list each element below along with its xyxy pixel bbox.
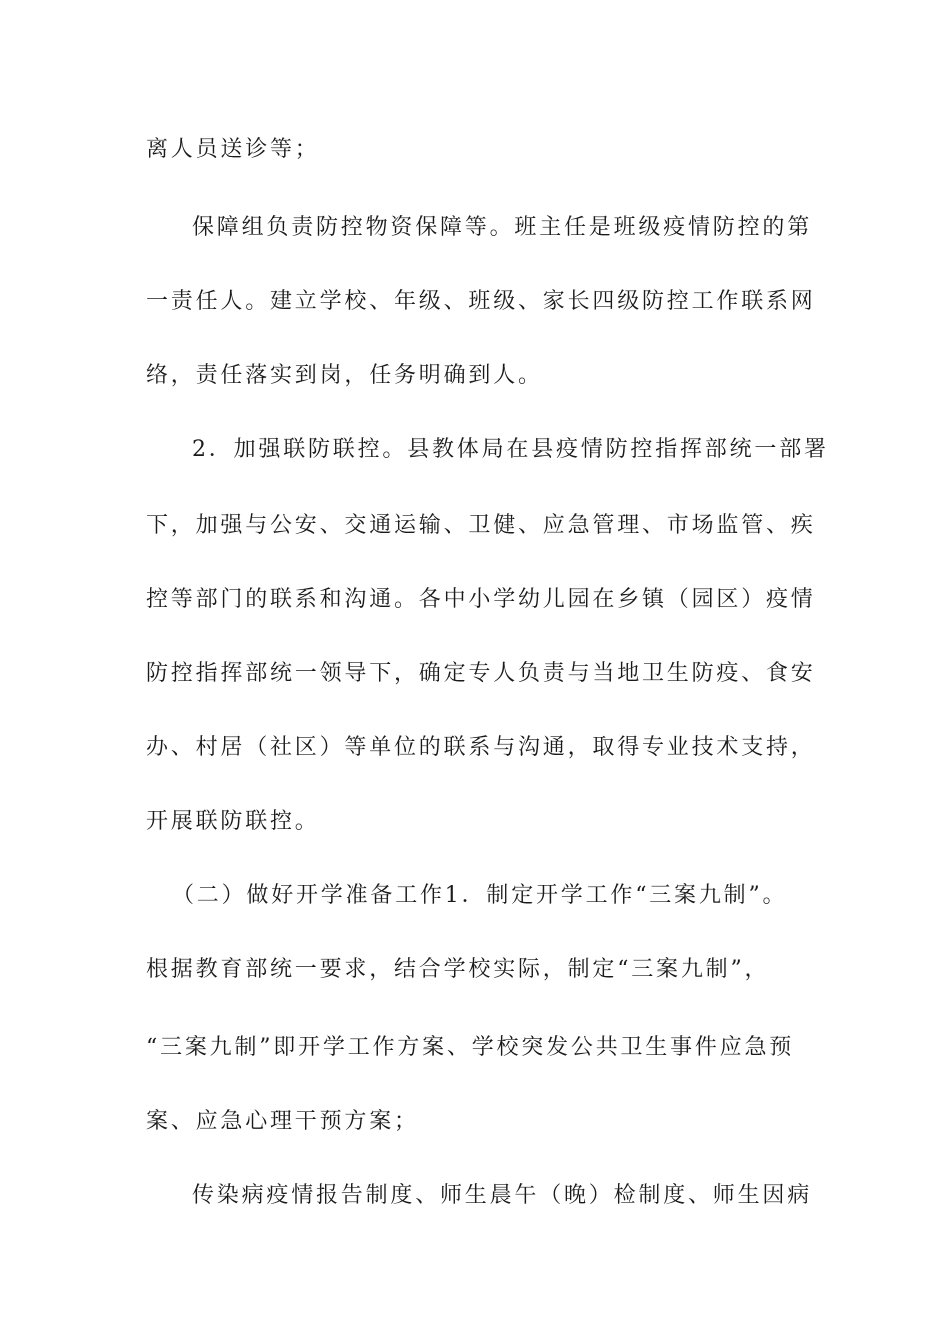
text-line-13: “三案九制”即开学工作方案、学校突发公共卫生事件应急预 <box>146 1035 795 1060</box>
text-line-9: 办、村居（社区）等单位的联系与沟通，取得专业技术支持， <box>146 735 816 760</box>
text-line-10: 开展联防联控。 <box>146 809 320 834</box>
text-line-1: 离人员送诊等； <box>146 137 320 162</box>
text-line-6: 下，加强与公安、交通运输、卫健、应急管理、市场监管、疾 <box>146 513 816 538</box>
text-line-4: 络，责任落实到岗，任务明确到人。 <box>146 363 543 388</box>
text-line-8: 防控指挥部统一领导下，确定专人负责与当地卫生防疫、食安 <box>146 661 816 686</box>
text-line-5: 2．加强联防联控。县教体局在县疫情防控指挥部统一部署 <box>192 437 829 462</box>
text-line-11: （二）做好开学准备工作1．制定开学工作“三案九制”。 <box>172 883 788 908</box>
text-line-3: 一责任人。建立学校、年级、班级、家长四级防控工作联系网 <box>146 289 816 314</box>
text-line-15: 传染病疫情报告制度、师生晨午（晚）检制度、师生因病 <box>192 1183 813 1208</box>
text-line-12: 根据教育部统一要求，结合学校实际，制定“三案九制”， <box>146 957 770 982</box>
text-line-2: 保障组负责防控物资保障等。班主任是班级疫情防控的第 <box>192 215 813 240</box>
text-line-14: 案、应急心理干预方案； <box>146 1109 419 1134</box>
text-line-7: 控等部门的联系和沟通。各中小学幼儿园在乡镇（园区）疫情 <box>146 587 816 612</box>
